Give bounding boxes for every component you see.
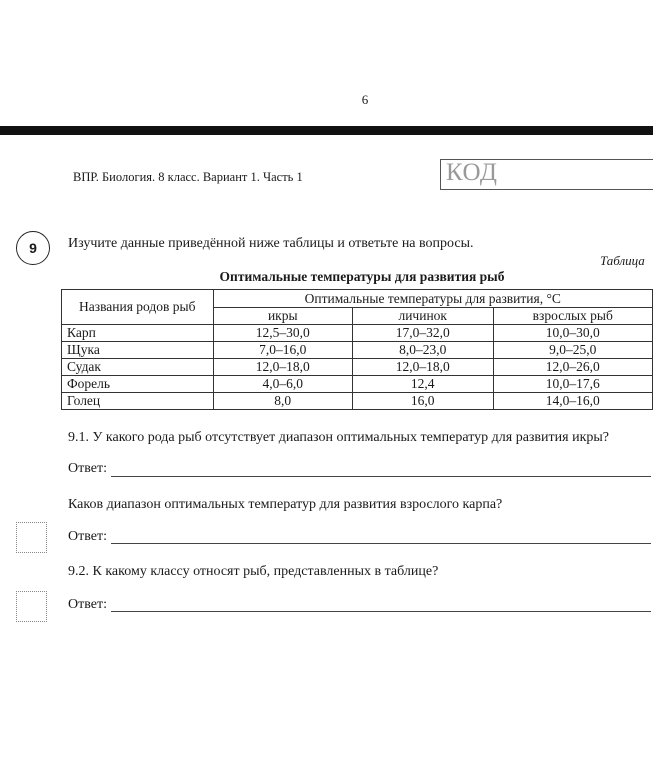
- table-row: [62, 342, 653, 359]
- eggs-value: 4,0–6,0: [213, 376, 352, 393]
- larvae-value: 8,0–23,0: [352, 342, 493, 359]
- page-number: 6: [361, 92, 369, 107]
- column-header-genus: Названия родов рыб: [62, 290, 214, 325]
- subheader-eggs: икры: [213, 308, 352, 325]
- score-box[interactable]: [16, 591, 47, 622]
- adults-value: 10,0–17,6: [493, 376, 653, 393]
- subheader-larvae: личинок: [352, 308, 493, 325]
- header-title: ВПР. Биология. 8 класс. Вариант 1. Часть 1: [73, 170, 303, 184]
- larvae-value: 12,0–18,0: [352, 359, 493, 376]
- adults-value: 9,0–25,0: [493, 342, 653, 359]
- answer-label: Ответ:: [68, 461, 107, 476]
- adults-value: 10,0–30,0: [493, 325, 653, 342]
- larvae-value: 12,4: [352, 376, 493, 393]
- temperature-table: [61, 289, 653, 410]
- task-instruction: Изучите данные приведённой ниже таблицы и ответьте на вопросы.: [68, 236, 474, 251]
- table-row: [62, 359, 653, 376]
- column-header-temperatures: Оптимальные температуры для развития, °С: [213, 290, 652, 308]
- eggs-value: 8,0: [213, 393, 352, 410]
- genus-name: Карп: [62, 325, 214, 342]
- table-tag: Таблица: [600, 253, 645, 268]
- genus-name: Форель: [62, 376, 214, 393]
- table-row: [62, 376, 653, 393]
- table-row: [62, 325, 653, 342]
- answer-field-9-2[interactable]: [111, 611, 651, 612]
- adults-value: 12,0–26,0: [493, 359, 653, 376]
- top-rule: [0, 126, 653, 135]
- answer-label: Ответ:: [68, 529, 107, 544]
- answer-field-9-1[interactable]: [111, 476, 651, 477]
- question-adult-carp: Каков диапазон оптимальных температур для развития взрослого карпа?: [68, 497, 503, 512]
- table-title: Оптимальные температуры для развития рыб: [219, 269, 505, 284]
- question-9-2: 9.2. К какому классу относят рыб, представленных в таблице?: [68, 564, 439, 579]
- question-9-1: 9.1. У какого рода рыб отсутствует диапазон оптимальных температур для развития икры?: [68, 430, 610, 445]
- task-number: 9: [29, 240, 37, 256]
- larvae-value: 16,0: [352, 393, 493, 410]
- genus-name: Голец: [62, 393, 214, 410]
- eggs-value: 12,0–18,0: [213, 359, 352, 376]
- adults-value: 14,0–16,0: [493, 393, 653, 410]
- answer-label: Ответ:: [68, 597, 107, 612]
- table-row: [62, 393, 653, 410]
- genus-name: Судак: [62, 359, 214, 376]
- larvae-value: 17,0–32,0: [352, 325, 493, 342]
- eggs-value: 12,5–30,0: [213, 325, 352, 342]
- answer-field-adult-carp[interactable]: [111, 543, 651, 544]
- genus-name: Щука: [62, 342, 214, 359]
- subheader-adults: взрослых рыб: [493, 308, 653, 325]
- task-number-badge: [16, 231, 50, 265]
- code-label: КОД: [446, 159, 498, 186]
- eggs-value: 7,0–16,0: [213, 342, 352, 359]
- score-box[interactable]: [16, 522, 47, 553]
